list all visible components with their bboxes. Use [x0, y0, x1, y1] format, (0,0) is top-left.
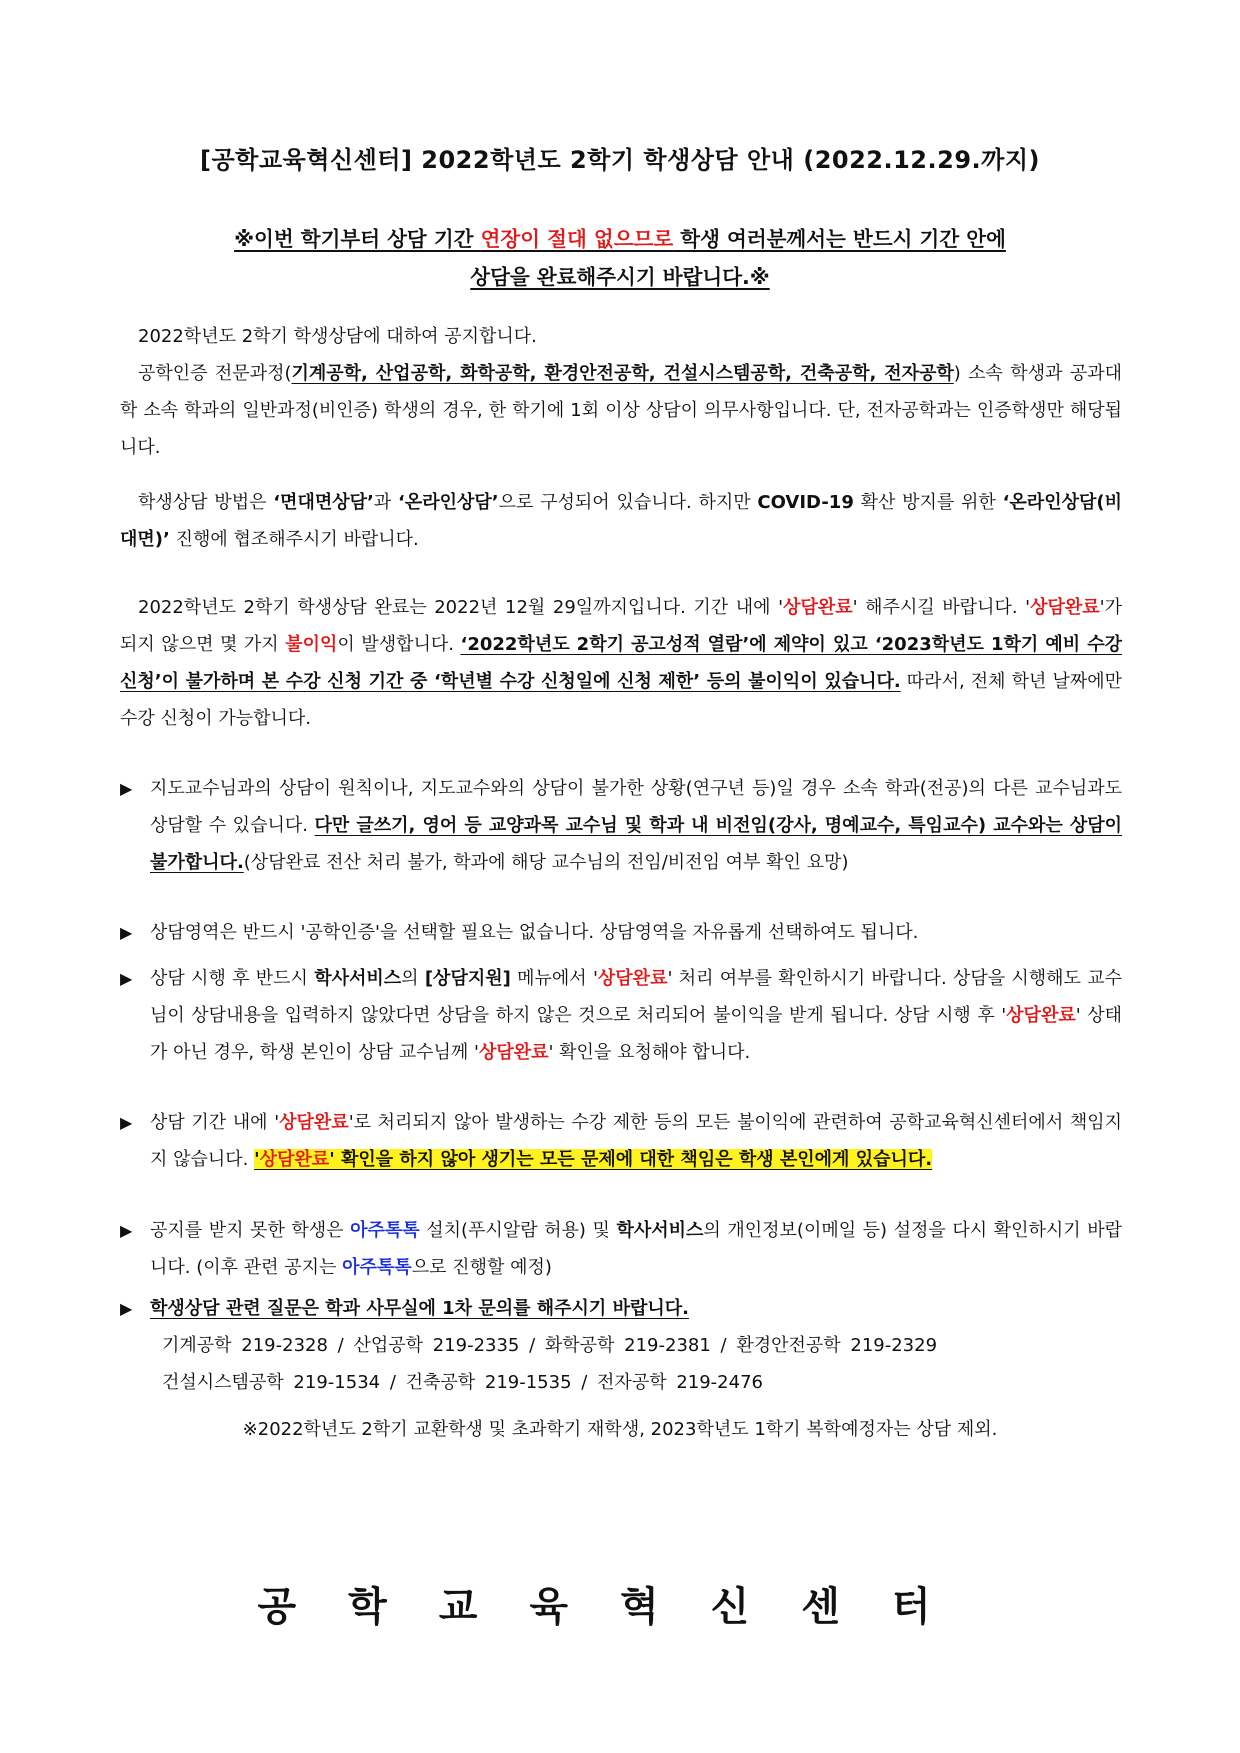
bullet-text: ' 처리 여부를 확인하시기 바랍니다. 상담을 시행해도 교수님이 상담내용을 입력하지 않았다면 상담을 하지 않은 것으로 처리되어 불이익을 받게 됩니다. 상담 시행 후 '	[150, 968, 1122, 1026]
bullet-marker-icon: ▶	[120, 779, 133, 798]
intro-text: 공학인증 전문과정(	[138, 363, 292, 384]
bullet-marker-icon: ▶	[120, 969, 133, 988]
non-tenured-restriction: 다만 글쓰기, 영어 등 교양과목 교수님 및 학과 내 비전임(강사, 명예교수, 특임교수) 교수와는 상담이 불가합니다.	[150, 815, 1122, 873]
department-phone-list: 건설시스템공학 219-1534 / 건축공학 219-1535 / 전자공학 219-2476	[162, 1372, 763, 1393]
bullet-marker-icon: ▶	[120, 1299, 133, 1318]
responsibility-text: ' 확인을 하지 않아 생기는 모든 문제에 대한 책임은 학생 본인에게 있습니다.	[329, 1149, 933, 1170]
paragraph-deadline	[120, 589, 1122, 737]
method-text: 진행에 협조해주시기 바랍니다.	[169, 529, 419, 550]
responsibility-highlight	[254, 1149, 932, 1170]
bullet-ajoutoktok	[120, 1212, 1122, 1286]
bullet-marker-icon: ▶	[120, 1221, 133, 1240]
department-phone-list: 기계공학 219-2328 / 산업공학 219-2335 / 화학공학 219-2381 / 환경안전공학 219-2329	[162, 1335, 938, 1356]
consult-complete-label: 상담완료	[1006, 1005, 1076, 1026]
bullet-text: (상담완료 전산 처리 불가, 학과에 해당 교수님의 전임/비전임 여부 확인 요망)	[243, 852, 849, 873]
paragraph-intro	[120, 318, 1122, 466]
deadline-text: '가 되지 않으면 몇 가지	[120, 597, 1123, 655]
bullet-text: 의	[401, 968, 425, 989]
warning-line-2: 상담을 완료해주시기 바랍니다.※	[470, 265, 770, 289]
exclusion-footnote: ※2022학년도 2학기 교환학생 및 초과학기 재학생, 2023학년도 1학기 복학예정자는 상담 제외.	[242, 1419, 998, 1440]
bullet-marker-icon: ▶	[120, 1113, 133, 1132]
intro-text: ) 소속 학생과 공과대학 소속 학과의 일반과정(비인증) 학생의 경우, 한 학기에 1회 이상 상담이 의무사항입니다. 단, 전자공학과는 인증학생만 해당됩니다.	[120, 363, 1122, 458]
method-online: ‘온라인상담’	[397, 492, 499, 513]
bullet-text: 의 개인정보(이메일 등) 설정을 다시 확인하시기 바랍니다. (이후 관련 공지는	[150, 1220, 1122, 1278]
deadline-text: ' 해주시길 바랍니다. '	[852, 597, 1031, 618]
consult-complete-label: 상담완료	[279, 1112, 349, 1133]
ajou-toktok-label: 아주톡톡	[342, 1257, 412, 1278]
bullet-text: 으로 진행할 예정)	[411, 1257, 552, 1278]
intro-line	[120, 318, 1122, 355]
penalty-statement: ‘2022학년도 2학기 공고성적 열람’에 제약이 있고 ‘2023학년도 1학기 예비 수강 신청’이 불가하며 본 수강 신청 기간 중 ‘학년별 수강 신청일에 신청 제한’ 등의 불이익이 있습니다.	[120, 634, 1122, 692]
bullet-text: 상담영역은 반드시 '공학인증'을 선택할 필요는 없습니다. 상담영역을 자유롭게 선택하여도 됩니다.	[150, 922, 919, 943]
bullet-advisor	[120, 770, 1122, 881]
bullet-text: 지도교수님과의 상담이 원칙이나, 지도교수와의 상담이 불가한 상황(연구년 등)일 경우 소속 학과(전공)의 다른 교수님과도 상담할 수 있습니다.	[150, 778, 1122, 836]
deadline-text: 따라서, 전체 학년 날짜에만 수강 신청이 가능합니다.	[120, 671, 1122, 729]
academic-service-label: 학사서비스	[616, 1220, 704, 1241]
warning-red-text: 연장이 절대 없으므로	[480, 227, 674, 251]
method-face-to-face: ‘면대면상담’	[273, 492, 374, 513]
academic-service-label: 학사서비스	[314, 968, 402, 989]
method-text: 확산 방지를 위한	[853, 492, 1003, 513]
deadline-text: 이 발생합니다.	[337, 634, 461, 655]
bullet-text: 상담 시행 후 반드시	[150, 968, 315, 989]
page-title: [공학교육혁신센터] 2022학년도 2학기 학생상담 안내 (2022.12.29.까지)	[200, 146, 1040, 174]
method-text: 과	[373, 492, 398, 513]
disadvantage-label: 불이익	[285, 634, 338, 655]
consult-support-menu: [상담지원]	[424, 968, 511, 989]
bullet-text: 상담 기간 내에 '	[150, 1112, 280, 1133]
warning-line-1	[100, 220, 1140, 258]
consult-complete-label: 상담완료	[1030, 597, 1100, 618]
bullet-text: ' 상태가 아닌 경우, 학생 본인이 상담 교수님께 '	[150, 1005, 1122, 1063]
warning-text: ※이번 학기부터 상담 기간	[234, 227, 481, 251]
deadline-text: 2022학년도 2학기 학생상담 완료는 2022년 12월 29일까지입니다. 기간 내에 '	[138, 597, 784, 618]
accredited-majors: 기계공학, 산업공학, 화학공학, 환경안전공학, 건설시스템공학, 건축공학, 전자공학	[291, 363, 954, 384]
bullet-text: ' 확인을 요청해야 합니다.	[548, 1042, 751, 1063]
warning-notice	[100, 220, 1140, 296]
quote-mark: '	[254, 1149, 260, 1170]
consult-complete-label: 상담완료	[597, 968, 668, 989]
bullet-marker-icon: ▶	[120, 923, 133, 942]
bullet-confirm	[120, 960, 1122, 1071]
method-text: 으로 구성되어 있습니다. 하지만	[498, 492, 758, 513]
bullet-responsibility	[120, 1104, 1122, 1178]
covid-label: COVID-19	[757, 492, 854, 513]
method-text: 학생상담 방법은	[138, 492, 274, 513]
bullet-text: 공지를 받지 못한 학생은	[150, 1220, 351, 1241]
method-online-noncontact: ‘온라인상담(비대면)’	[120, 492, 1122, 550]
intro-text: 2022학년도 2학기 학생상담에 대하여 공지합니다.	[138, 326, 537, 347]
intro-majors	[120, 355, 1122, 466]
consult-complete-label: 상담완료	[478, 1042, 549, 1063]
consult-complete-label: 상담완료	[783, 597, 853, 618]
ajou-toktok-label: 아주톡톡	[350, 1220, 420, 1241]
bullet-area	[120, 914, 1122, 951]
consult-complete-label: 상담완료	[259, 1149, 330, 1170]
bullet-text: '로 처리되지 않아 발생하는 수강 제한 등의 모든 불이익에 관련하여 공학교육혁신센터에서 책임지지 않습니다.	[150, 1112, 1122, 1170]
center-signature: 공학교육혁신센터	[257, 1584, 983, 1630]
paragraph-method	[120, 484, 1122, 558]
contact-heading: 학생상담 관련 질문은 학과 사무실에 1차 문의를 해주시기 바랍니다.	[150, 1298, 689, 1319]
bullet-text: 설치(푸시알람 허용) 및	[419, 1220, 617, 1241]
bullet-contacts	[120, 1290, 1122, 1401]
bullet-text: 메뉴에서 '	[510, 968, 598, 989]
warning-text: 학생 여러분께서는 반드시 기간 안에	[673, 227, 1006, 251]
